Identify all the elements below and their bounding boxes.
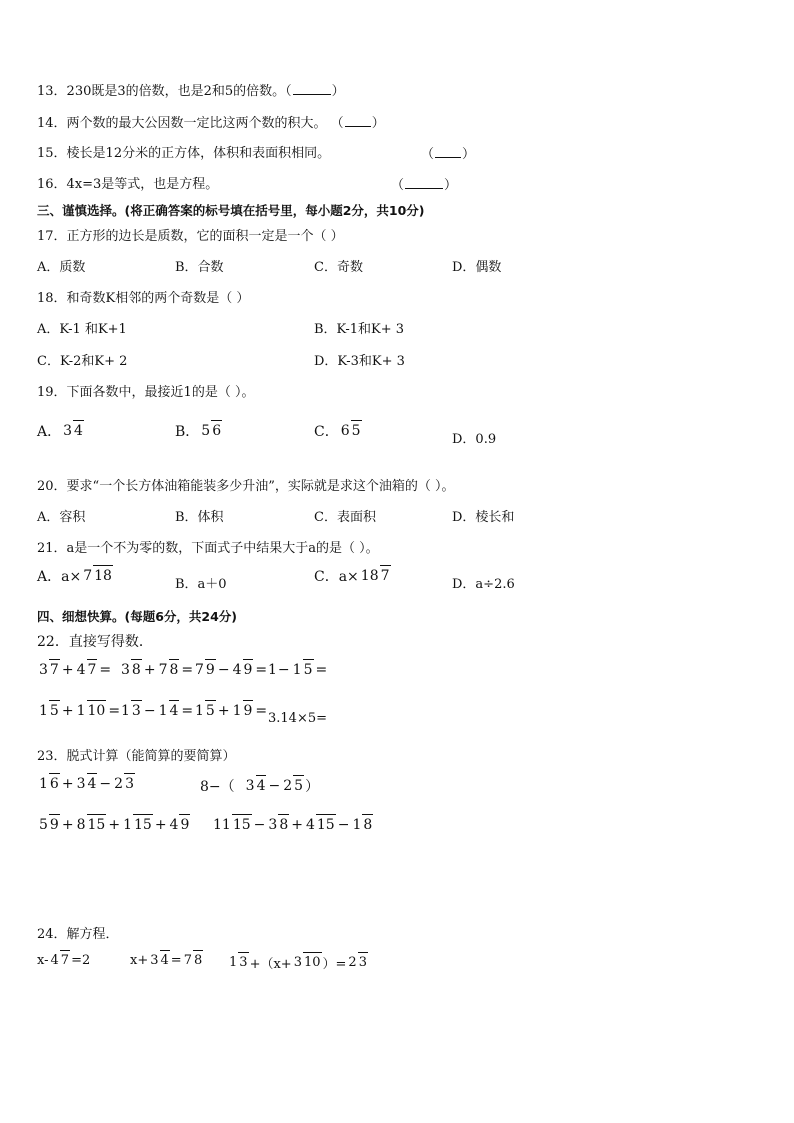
q22-expr-2: 3 8 + 7 8 =: [119, 662, 194, 678]
q21-option-c[interactable]: C．a× 18 7: [314, 566, 392, 586]
answer-blank[interactable]: [293, 82, 331, 95]
q22-expr-8: 3.14×5=: [268, 711, 328, 726]
answer-blank[interactable]: [435, 145, 461, 158]
q22-expr-5: 1 5 + 1 10 =: [37, 703, 121, 719]
q23-expr-4: 11 15 − 3 8 + 4 15 − 1 8: [211, 817, 374, 833]
question-21-stem: 21．a是一个不为零的数，下面式子中结果大于a的是（ ）。: [37, 541, 379, 556]
q18-option-c[interactable]: C．K-2和K+ 2: [37, 354, 128, 369]
question-19-stem: 19．下面各数中，最接近1的是（ ）。: [37, 385, 255, 400]
question-17-stem: 17．正方形的边长是质数，它的面积一定是一个（ ）: [37, 229, 344, 244]
q22-expr-6: 1 3 − 1 4 =: [119, 703, 194, 719]
answer-blank[interactable]: [345, 114, 371, 127]
question-16-answer: （ ）: [391, 178, 458, 193]
q19-option-c[interactable]: C． 6 5: [314, 421, 363, 441]
q18-option-d[interactable]: D．K-3和K+ 3: [314, 354, 405, 369]
q22-expr-3: 7 9 − 4 9 =: [193, 662, 268, 678]
answer-blank[interactable]: [405, 176, 443, 189]
q23-expr-2: 8−（ 3 4 − 2 5 ）: [200, 776, 319, 796]
fraction: 18 7: [360, 569, 391, 583]
q22-expr-1: 3 7 + 4 7 =: [37, 662, 112, 678]
q19-option-a[interactable]: A． 3 4: [37, 421, 85, 441]
fraction: 6 5: [340, 424, 362, 438]
q23-expr-1: 1 6 + 3 4 − 2 3: [37, 776, 136, 792]
q21-option-d[interactable]: D．a÷2.6: [452, 577, 515, 592]
q17-option-b[interactable]: B．合数: [175, 260, 224, 275]
q17-option-a[interactable]: A．质数: [37, 260, 86, 275]
question-20-stem: 20．要求“一个长方体油箱能装多少升油”，实际就是求这个油箱的（ ）。: [37, 479, 455, 494]
question-15: 15．棱长是12分米的正方体，体积和表面积相同。: [37, 146, 331, 161]
fraction: 5 6: [200, 424, 222, 438]
q21-option-a[interactable]: A．a× 7 18: [37, 566, 114, 586]
q21-option-b[interactable]: B．a＋0: [175, 577, 227, 592]
q20-option-b[interactable]: B．体积: [175, 510, 224, 525]
q19-option-d[interactable]: D．0.9: [452, 432, 497, 447]
q18-option-a[interactable]: A．K-1 和K+1: [37, 322, 127, 337]
q18-option-b[interactable]: B．K-1和K+ 3: [314, 322, 404, 337]
q20-option-d[interactable]: D．棱长和: [452, 510, 515, 525]
q20-option-a[interactable]: A．容积: [37, 510, 86, 525]
section-heading-4: 四、细想快算。(每题6分，共24分): [37, 609, 238, 624]
question-13: 13．230既是3的倍数，也是2和5的倍数。（ ）: [37, 84, 345, 99]
section-heading-3: 三、谨慎选择。(将正确答案的标号填在括号里，每小题2分，共10分): [37, 203, 425, 218]
q22-expr-4: 1 − 1 5 =: [268, 662, 328, 678]
q24-equation-3: 1 3 +（x+ 3 10 ）= 2 3: [227, 953, 369, 972]
q20-option-c[interactable]: C．表面积: [314, 510, 376, 525]
question-16: 16．4x=3是等式，也是方程。: [37, 177, 219, 192]
q17-option-c[interactable]: C．奇数: [314, 260, 363, 275]
question-24-stem: 24．解方程．: [37, 927, 119, 942]
question-15-answer: （ ）: [421, 147, 476, 162]
q19-option-b[interactable]: B． 5 6: [175, 421, 223, 441]
fraction: 7 18: [82, 569, 113, 583]
q24-equation-2: x+ 3 4 = 7 8: [130, 953, 204, 968]
q24-equation-1: x- 4 7 =2: [37, 953, 90, 968]
fraction: 3 4: [62, 424, 84, 438]
question-22-stem: 22．直接写得数．: [37, 634, 153, 650]
q17-option-d[interactable]: D．偶数: [452, 260, 502, 275]
question-14: 14．两个数的最大公因数一定比这两个数的积大。 （ ）: [37, 116, 385, 131]
q23-expr-3: 5 9 + 8 15 + 1 15 + 4 9: [37, 817, 191, 833]
question-18-stem: 18．和奇数K相邻的两个奇数是（ ）: [37, 291, 250, 306]
question-23-stem: 23．脱式计算（能简算的要简算）: [37, 749, 236, 764]
q22-expr-7: 1 5 + 1 9 =: [193, 703, 268, 719]
